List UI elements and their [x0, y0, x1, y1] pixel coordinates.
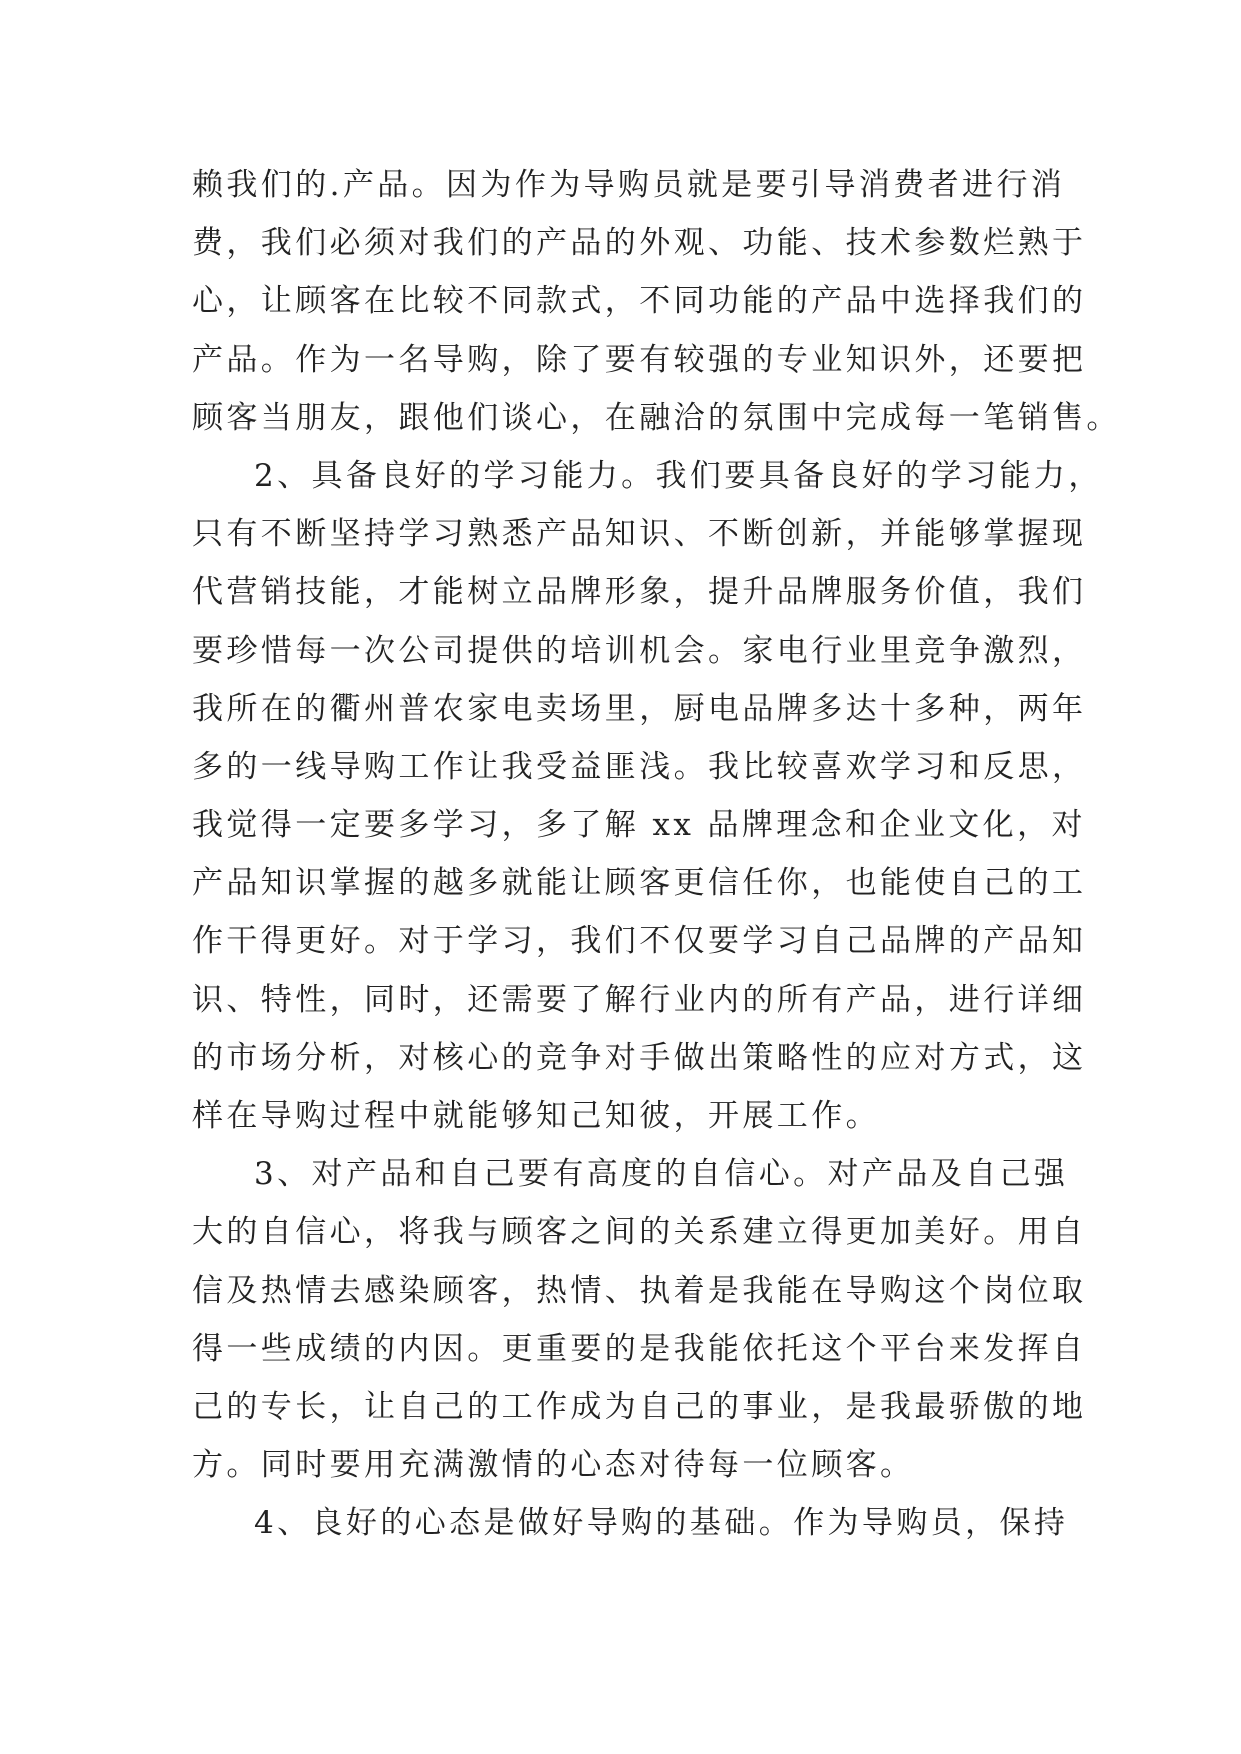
text-line: 的市场分析，对核心的竞争对手做出策略性的应对方式，这: [192, 1039, 1087, 1076]
text-line: 多的一线导购工作让我受益匪浅。我比较喜欢学习和反思，: [192, 748, 1087, 785]
text-line: 2、具备良好的学习能力。我们要具备良好的学习能力，: [254, 457, 1103, 494]
text-line: 作干得更好。对于学习，我们不仅要学习自己品牌的产品知: [192, 923, 1087, 960]
text-line: 我觉得一定要多学习，多了解 xx 品牌理念和企业文化，对: [192, 807, 1086, 844]
text-line: 大的自信心，将我与顾客之间的关系建立得更加美好。用自: [192, 1214, 1087, 1251]
text-line: 产品。作为一名导购，除了要有较强的专业知识外，还要把: [192, 341, 1087, 378]
text-line: 代营销技能，才能树立品牌形象，提升品牌服务价值，我们: [192, 574, 1087, 611]
text-line: 样在导购过程中就能够知己知彼，开展工作。: [192, 1098, 880, 1134]
text-line: 只有不断坚持学习熟悉产品知识、不断创新，并能够掌握现: [192, 516, 1087, 553]
text-line: 识、特性，同时，还需要了解行业内的所有产品，进行详细: [192, 981, 1087, 1018]
text-line: 费，我们必须对我们的产品的外观、功能、技术参数烂熟于: [192, 225, 1087, 262]
text-line: 得一些成绩的内因。更重要的是我能依托这个平台来发挥自: [192, 1330, 1087, 1367]
body-text: [192, 156, 1121, 1553]
text-line: 己的专长，让自己的工作成为自己的事业，是我最骄傲的地: [192, 1388, 1087, 1425]
text-line: 3、对产品和自己要有高度的自信心。对产品及自己强: [254, 1156, 1069, 1193]
text-line: 要珍惜每一次公司提供的培训机会。家电行业里竞争激烈，: [192, 632, 1087, 669]
text-line: 产品知识掌握的越多就能让顾客更信任你，也能使自己的工: [192, 865, 1087, 902]
text-line: 我所在的衢州普农家电卖场里，厨电品牌多达十多种，两年: [192, 690, 1087, 727]
text-line: 赖我们的.产品。因为作为导购员就是要引导消费者进行消: [192, 167, 1066, 203]
text-line: 方。同时要用充满激情的心态对待每一位顾客。: [192, 1447, 915, 1484]
text-line: 顾客当朋友，跟他们谈心，在融洽的氛围中完成每一笔销售。: [192, 399, 1121, 436]
text-line: 心，让顾客在比较不同款式，不同功能的产品中选择我们的: [192, 283, 1087, 320]
text-line: 信及热情去感染顾客，热情、执着是我能在导购这个岗位取: [192, 1272, 1087, 1309]
text-line: 4、良好的心态是做好导购的基础。作为导购员，保持: [254, 1505, 1069, 1542]
